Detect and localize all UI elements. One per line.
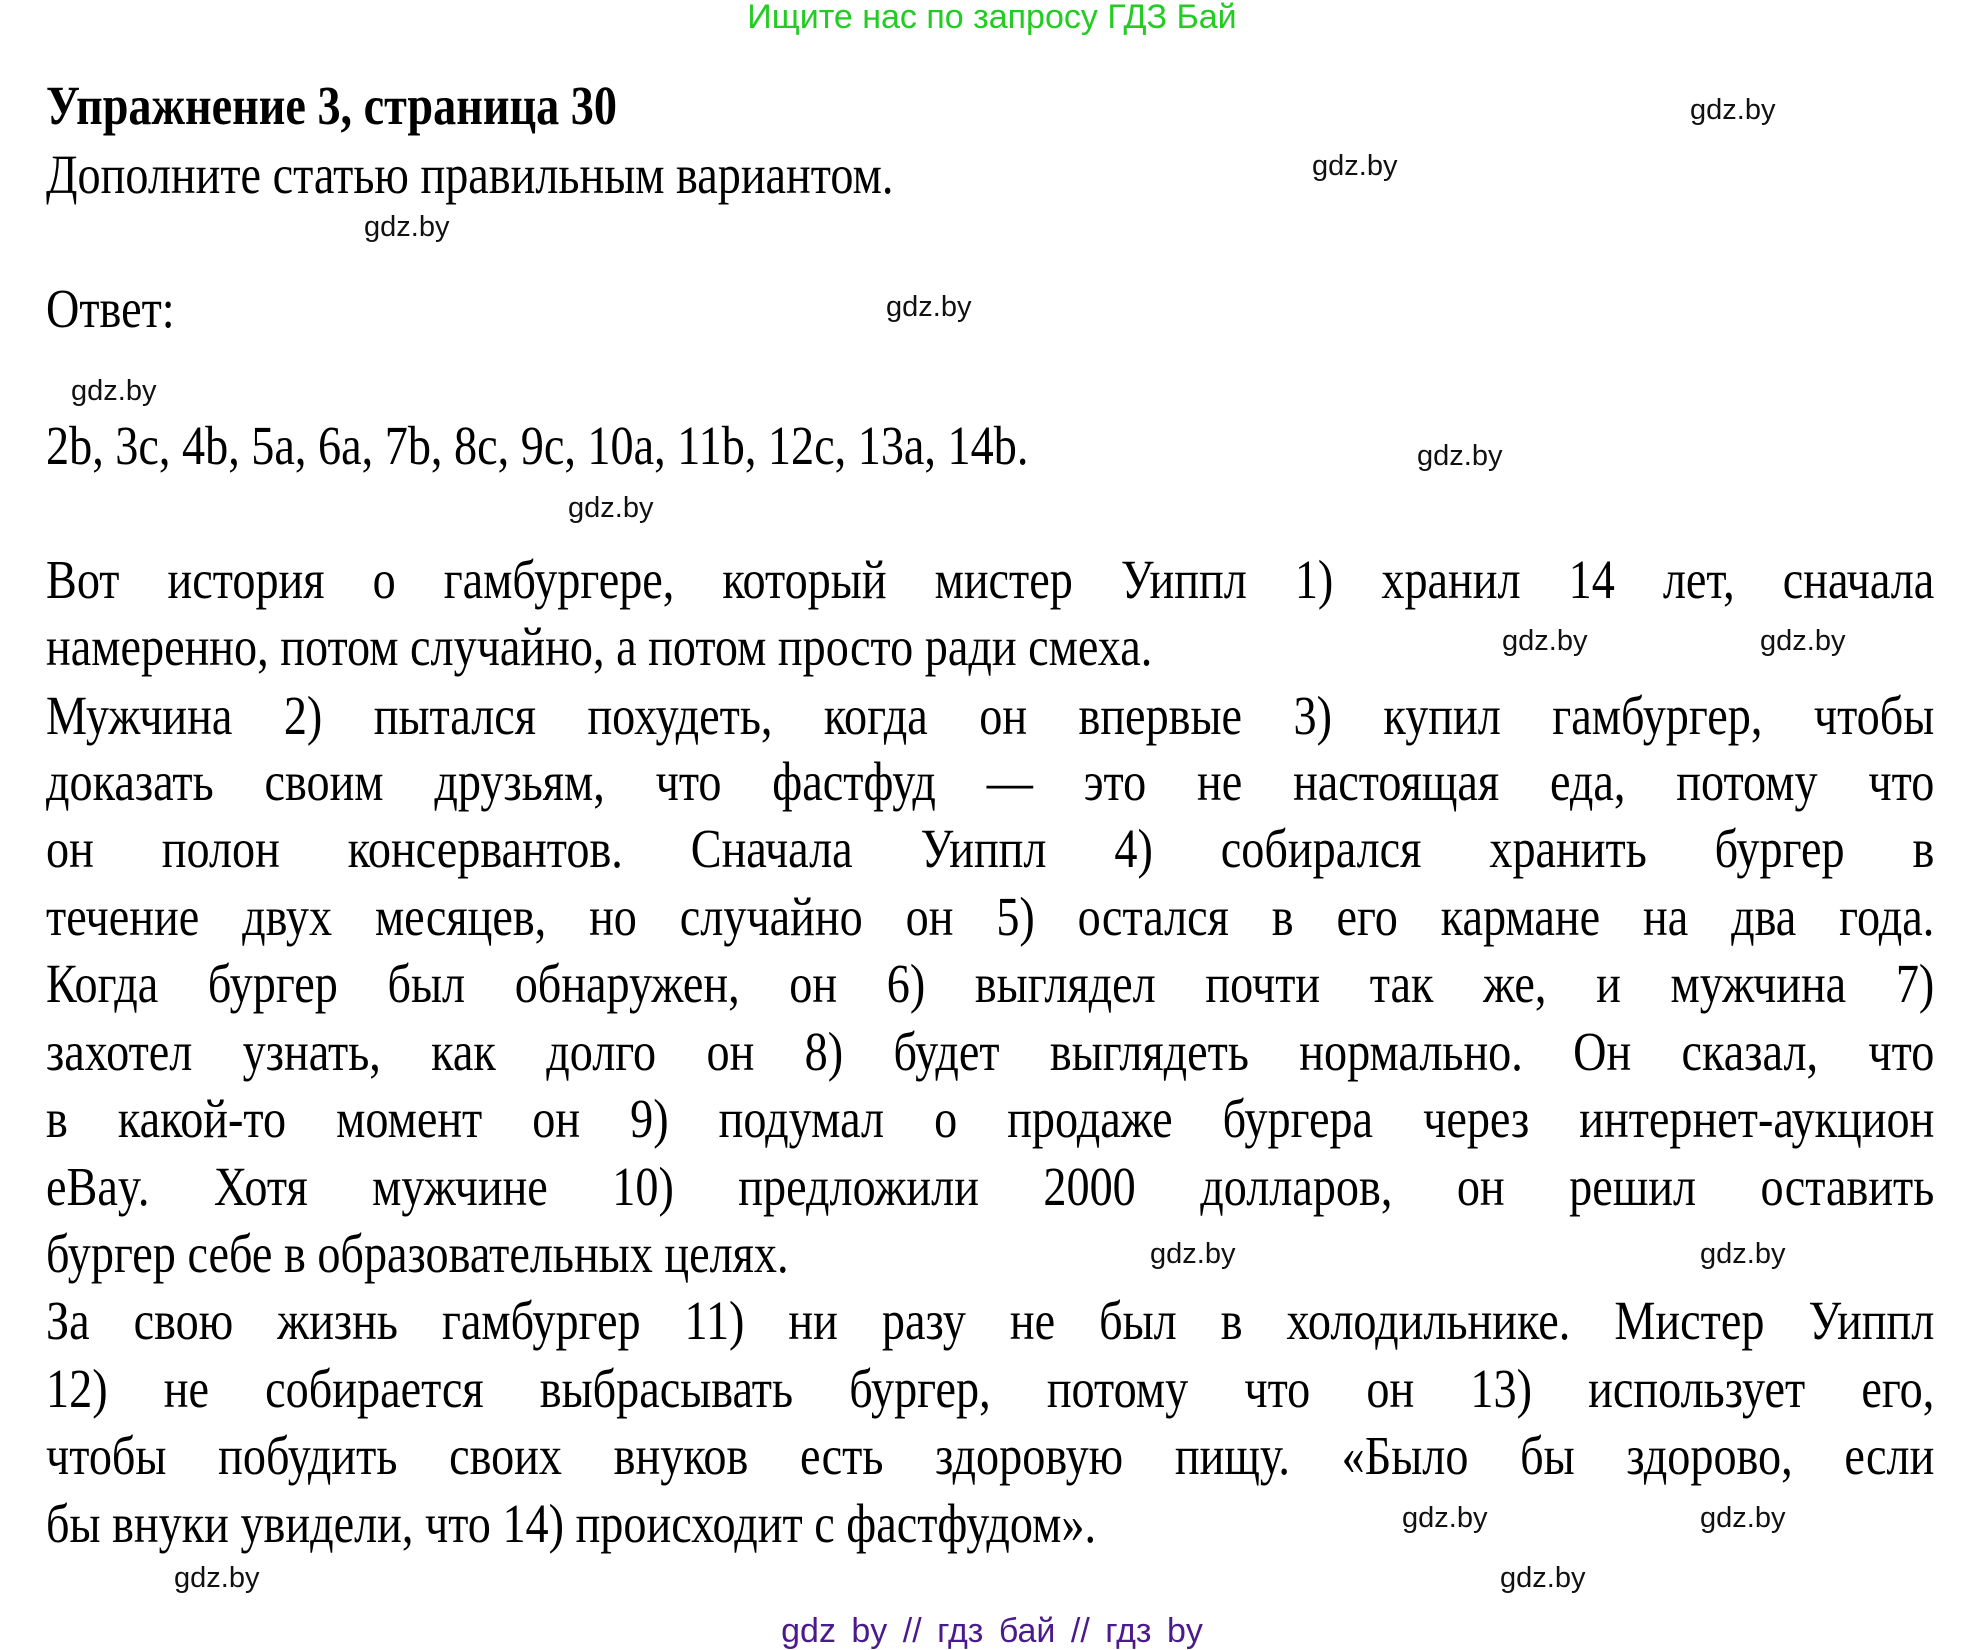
text-line: доказать своим друзьям, что фастфуд — это не настоящая еда, потому что: [46, 751, 1935, 812]
watermark: gdz.by: [1402, 1502, 1488, 1534]
text-line: в какой-то момент он 9) подумал о продаже бургера через интернет-аукцион: [46, 1088, 1935, 1149]
text-line: Мужчина 2) пытался похудеть, когда он впервые 3) купил гамбургер, чтобы: [46, 685, 1935, 746]
footer-links[interactable]: gdz by // гдз бай // гдз by: [781, 1612, 1203, 1650]
watermark: gdz.by: [886, 291, 972, 323]
answers-text: 2b, 3c, 4b, 5a, 6a, 7b, 8c, 9c, 10a, 11b, 12c, 13a, 14b.: [46, 415, 1029, 476]
watermark: gdz.by: [1760, 625, 1846, 657]
text-line: намеренно, потом случайно, а потом просто ради смеха.: [46, 616, 1153, 677]
text-line: eBay. Хотя мужчине 10) предложили 2000 долларов, он решил оставить: [46, 1156, 1935, 1217]
watermark: gdz.by: [1690, 94, 1776, 126]
text-line: чтобы побудить своих внуков есть здоровую пищу. «Было бы здорово, если: [46, 1425, 1935, 1486]
watermark: gdz.by: [1417, 440, 1503, 472]
watermark: gdz.by: [71, 375, 157, 407]
watermark: gdz.by: [1700, 1238, 1786, 1270]
watermark: gdz.by: [1312, 150, 1398, 182]
watermark: gdz.by: [1500, 1562, 1586, 1594]
watermark: gdz.by: [1150, 1238, 1236, 1270]
watermark: gdz.by: [1700, 1502, 1786, 1534]
watermark: gdz.by: [174, 1562, 260, 1594]
text-line: Когда бургер был обнаружен, он 6) выглядел почти так же, и мужчина 7): [46, 953, 1935, 1014]
text-line: За свою жизнь гамбургер 11) ни разу не был в холодильнике. Мистер Уиппл: [46, 1290, 1935, 1351]
text-line: он полон консервантов. Сначала Уиппл 4) собирался хранить бургер в: [46, 818, 1935, 879]
watermark: gdz.by: [1502, 625, 1588, 657]
task-text: Дополните статью правильным вариантом.: [46, 144, 894, 205]
top-banner: Ищите нас по запросу ГДЗ Бай: [747, 0, 1237, 36]
watermark: gdz.by: [568, 492, 654, 524]
text-line: 12) не собирается выбрасывать бургер, потому что он 13) использует его,: [46, 1358, 1935, 1419]
text-line: бы внуки увидели, что 14) происходит с фастфудом».: [46, 1493, 1096, 1554]
text-line: Вот история о гамбургере, который мистер Уиппл 1) хранил 14 лет, сначала: [46, 549, 1935, 610]
text-line: бургер себе в образовательных целях.: [46, 1223, 789, 1284]
text-line: захотел узнать, как долго он 8) будет выглядеть нормально. Он сказал, что: [46, 1021, 1935, 1082]
text-line: течение двух месяцев, но случайно он 5) остался в его кармане на два года.: [46, 886, 1935, 947]
page-title: Упражнение 3, страница 30: [46, 75, 617, 136]
watermark: gdz.by: [364, 211, 450, 243]
answer-label: Ответ:: [46, 278, 175, 339]
